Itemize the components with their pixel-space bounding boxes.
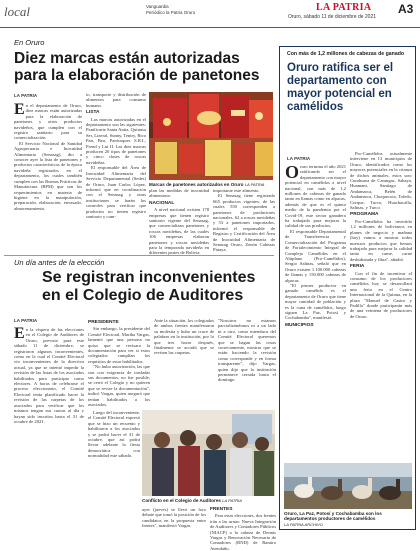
story2-col2: PRESIDENTE Sin embargo, la presidente del Comité Electoral, Martha Vargas, lamentó que una persona no quiso que se revisara la documentación para ver si estos colegiados cumplían los requisitos de estar habilitados. "No hubo autorización, las que son con exigencia de trasladar sus documentos, no fue posible, se cerró el Colegio y no quieren que se revise la documentación", indicó Vargas, quien aseguró que tenían habilitados a los asociados. bbox=[88, 320, 150, 408]
slogan: Vanguardia Periódico la Patria Oruro bbox=[146, 4, 196, 15]
section-divider bbox=[4, 255, 274, 256]
sidebar-col1: O ruro termina el año 2021 ratificando ser el departamento con mayor potencial en camélidos a nivel nacional, con más de 1,2 millones de cabezas de ganado tanto en llamas como en alpacas, además de que es el quinto medio de la pandemia por el Covid-19, este sector ganadero ha trabajado para mejorar la calidad de sus productos. El responsable Departamental de Transferencia y Comercialización del Programa de Fortalecimiento Integral de Complejo Camélidos en el Altiplano (Pro-Camélidos), Sergio Salinas, señaló que en Oruro existen 1.100.000 cabezas de llamas y 150.000 cabezas de alpacas. "El primer productor en ganado camélido es el departamento de Oruro que tiene mayor cantidad de población y es la cuna de camélidos, luego siguen La Paz, Potosí y Cochabamba", manifestó. MUNICIPIOS bbox=[285, 162, 346, 328]
story1-col2: to, transporte y distribución de alimentos para consumo humano. LISTA Las marcas autorizadas en el departamento son las siguientes: Panificarte Santa Anita, Quinusa Ser, Lizeral, Sunny, Tentry, Rico Pan, Bea, Panisoques S.R.L, Frend y Lui II. Las diez marcas producen 20 tipos de panetones y cinco clases de roscas navideñas. El responsable del Área de Inocuidad Alimentaria del Servicio Departamental (Sedes) de Oruro, Juan Carlos López, informó que en coordinación con el Senasag y otras instituciones se harán los controles para verificar que productos no tienen registro sanitario y cum- bbox=[86, 92, 146, 219]
masthead bbox=[0, 0, 420, 28]
page-number: A3 bbox=[398, 2, 414, 16]
section-label: local bbox=[4, 4, 30, 19]
story1-headline: Diez marcas están autorizadas para la elaboración de panetones bbox=[14, 50, 260, 84]
panetones-photo bbox=[149, 92, 273, 180]
sidebar-kicker: Con más de 1,2 millones de cabezas de ganado bbox=[287, 51, 405, 57]
sidebar-caption: Oruro, La Paz, Potosí y Cochabamba son los departamentos productores de camélidos LA PATRIA ARCHIVO bbox=[284, 511, 382, 527]
story2-col2b: Luego del inconveniente, el Comité Electoral expresó que se hizo un recuento y habilitaron a los asociados y se podrá hacer el 31 de octubre, que así podrá llevar adelante la fiesta democrática con normalidad este sábado. bbox=[88, 410, 140, 459]
story2-kicker: Un día antes de la elección bbox=[14, 258, 105, 267]
story1-col4: importante este alimento. El Senasag tiene registrado 665 productos vigentes, de las cuales 550 corresponden a panetones de productores nacionales, 62 a roscas navideñas y 53 a panetones importados, informó el responsable de Registro y Certificación del Área de Inocuidad Alimentaria de Senasag Oruro, Zenón Cabezas Pinaya. bbox=[213, 188, 275, 253]
sidebar-byline: LA PATRIA bbox=[287, 156, 311, 161]
dateline: Oruro, sábado 11 de diciembre de 2021 bbox=[288, 14, 377, 20]
camelidos-photo bbox=[284, 463, 412, 509]
conflict-photo bbox=[142, 410, 275, 496]
story2-col1: E n la víspera de las elecciones en el Colegio de Auditores de Oruro, previsto para este sábado 11 de diciembre, se registraron algunos inconvenientes, como en la cual el Comité Electoral vio inconvenientes de la directiva actual, ya que se intentó impedir la revisión de las listas de los asociados habilitados para participar como electores. A horas de celebrarse el proceso eleccionario, el Comité Electoral tenía planificado hacer la revisión de las carpetas de los asociados para verificar que los mismos tengan sus cuotas al día y hayan sido inscritos hasta el 31 de octubre de 2021. bbox=[14, 325, 84, 424]
conflict-image bbox=[142, 410, 275, 496]
dropcap: E bbox=[14, 101, 25, 118]
story1-kicker: En Oruro bbox=[14, 38, 45, 47]
story2-headline: Se registran inconvenientes en el Colegio de Auditores bbox=[42, 269, 256, 304]
sidebar-col2: Pro-Camélidos actualmente interviene en 13 municipios de Oruro, identificados como los mayores potenciales en la crianza de dichos animales, estos son: Curahuara de Carangas, Sabaya, Huamani, Santiago de Andamarca, Belén de Andamarca, Choquecota, Toledo, Corque, Turco, Huachacalla, Salinas, y Turco. PROGRAMA Pro-Camélidos ha invertido 1,2 millones de bolivianos en planes de negocio y mañana (hoy) vamos a mostrar todos nuestros productos que hemos trabajado para mejorar la calidad tanto en carne, carne deshidratada y fibra", añadió. FERIA Con el fin de incentivar el consumo de los productores camélidos hoy se desarrollará una feria en el Centro Internacional de la Quinua, en la plaza "Manuel de Castro y Padilla" donde participarán más de una veintena de productores de Oruro. bbox=[350, 151, 412, 319]
story2-col4b: ayer (jueves) se llevó un foro debate que tomó la posición de los candidatos en la propuesta entre frentes", manifestó Vargas. bbox=[142, 507, 206, 529]
story1-caption: Marcas de panetones autorizados en Oruro LA PATRIA bbox=[149, 182, 265, 187]
llamas-image bbox=[284, 463, 412, 509]
story2-col5: FRENTES Para estas elecciones, dos frentes irán a las urnas: Nueva Integración de Auditores y Contadores Públicos (NIACP) a la cabeza de Dennis Vargas y Renovación Necesaria de Contadores (RND) de Ramiro Avendaño. bbox=[210, 507, 276, 551]
sidebar-story-camelidos bbox=[279, 46, 416, 530]
story1-byline: LA PATRIA bbox=[14, 93, 38, 98]
sidebar-headline: Oruro ratifica ser el departamento con mayor potencial en camélidos bbox=[287, 62, 394, 113]
story2-col3: Ante la situación, los colegiados de ambos frentes manifestaron su molestia y hubo un cruce de palabras en la institución, por lo que tres horas después, finalmente se acordó que se revisen las carpetas. bbox=[154, 318, 214, 356]
story2-byline: LA PATRIA bbox=[14, 318, 38, 323]
story2-col4: "Nosotros no estamos parcializándonos ni a un lado ni a otro, como miembros del Comité Electoral queremos que se hagan las cosas correctamente, mostrar que se están haciendo la revisión como corresponde y en forma transparente", dijo Vargas, quien dijo que la institución permanece cerrada hasta el domingo. bbox=[218, 318, 276, 383]
panetones-image bbox=[149, 92, 273, 180]
story1-col3: plan las medidas de inocuidad alimentaria. NACIONAL A nivel nacional existen 178 empresas que tienen registro sanitario vigente del Senasag, que comercializan panetones y roscas navideñas, de las cuales 106 empresas elaboran panetones y roscas navideñas para la temporada navideña en diferentes partes de Bolivia. bbox=[149, 188, 209, 256]
story2-caption: Conflicto en el Colegio de Auditores LA PATRIA bbox=[142, 498, 242, 503]
newspaper-brand: LA PATRIA bbox=[316, 2, 372, 13]
story1-col1: E n el departamento de Oruro, diez marcas están autorizadas para la elaboración de panetones y otros productos navideños, que cumplen con el registro sanitario para su comercialización. El Servicio Nacional de Sanidad Agropecuaria e Inocuidad Alimentaria (Senasag), dio a conocer ayer la lista de panetones y productos característicos de la época navideña registrados en el departamento, los cuales también cumplen con las Buenas Prácticas de Manufactura (BPM) que son los requerimientos en materia de higiene en la manipulación, preparación, elaboración, envasado, almacenamiento, bbox=[14, 101, 82, 211]
